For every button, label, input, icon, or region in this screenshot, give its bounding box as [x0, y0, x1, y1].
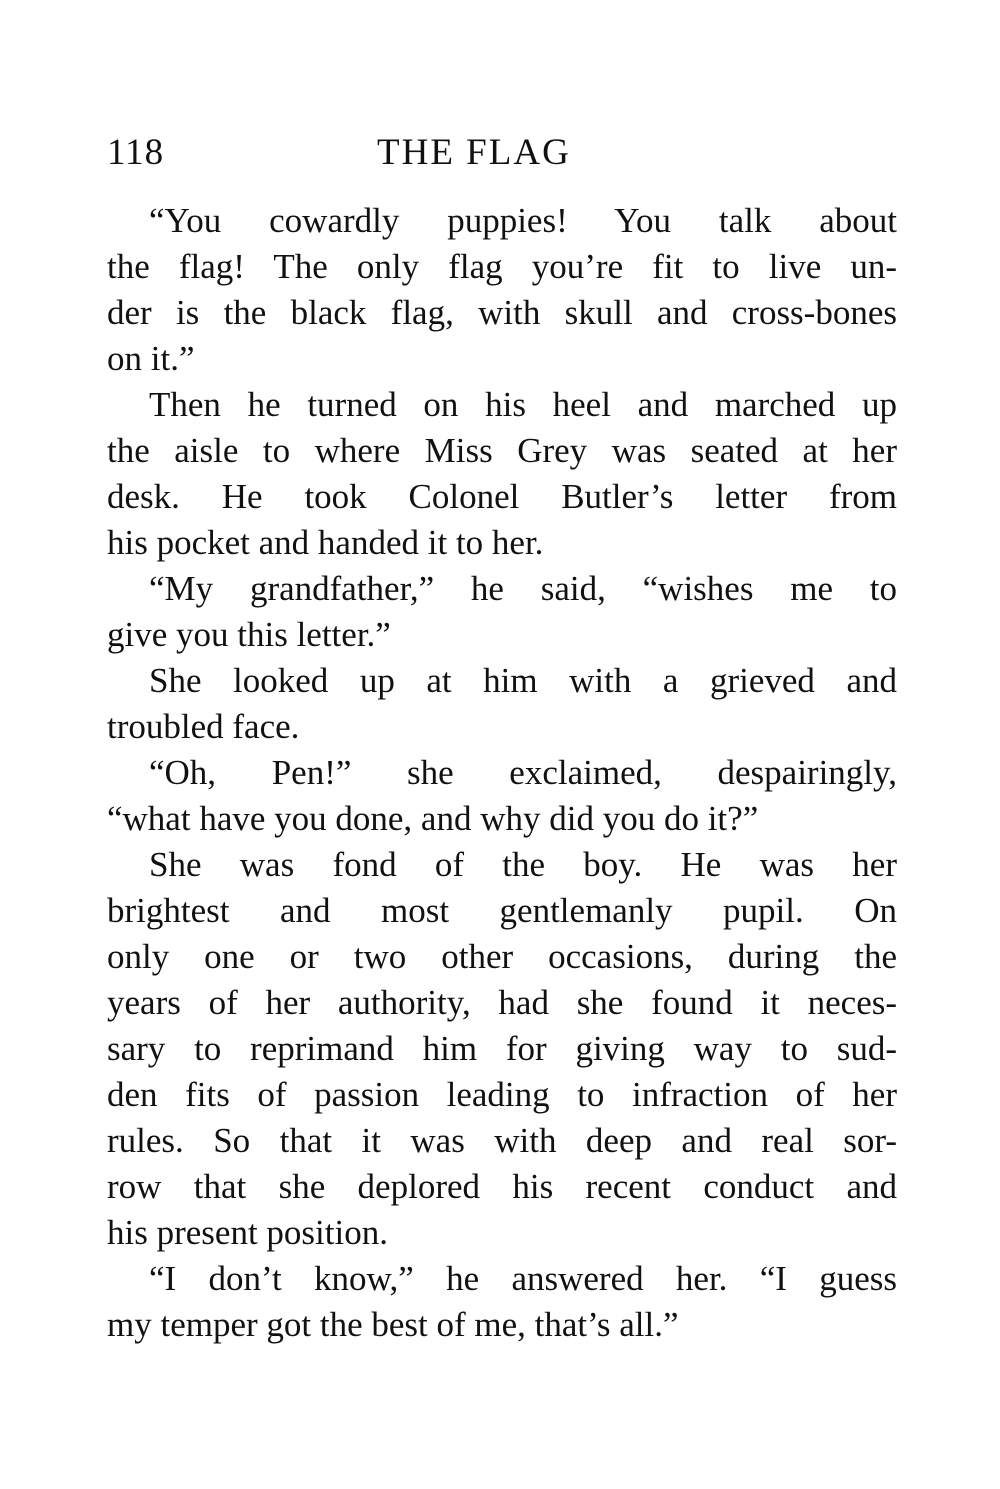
text-line: the flag! The only flag you’re fit to live un- — [107, 247, 897, 286]
text-line: rules. So that it was with deep and real sor- — [107, 1121, 897, 1160]
text-line: only one or two other occasions, during the — [107, 937, 897, 976]
text-line: der is the black flag, with skull and cross-bones — [107, 293, 897, 332]
text-line: the aisle to where Miss Grey was seated at her — [107, 431, 897, 470]
text-line: Then he turned on his heel and marched up — [149, 385, 897, 424]
text-line: give you this letter.” — [107, 615, 391, 654]
text-line: his pocket and handed it to her. — [107, 523, 544, 562]
text-line: She was fond of the boy. He was her — [149, 845, 897, 884]
text-line: “You cowardly puppies! You talk about — [149, 201, 897, 240]
running-title: THE FLAG — [377, 132, 571, 173]
text-line: on it.” — [107, 339, 195, 378]
text-line: his present position. — [107, 1213, 388, 1252]
text-line: desk. He took Colonel Butler’s letter from — [107, 477, 897, 516]
body-text — [107, 198, 897, 1348]
text-line: “I don’t know,” he answered her. “I guess — [149, 1259, 897, 1298]
text-line: years of her authority, had she found it neces- — [107, 983, 897, 1022]
text-line: den fits of passion leading to infraction of her — [107, 1075, 897, 1114]
text-line: She looked up at him with a grieved and — [149, 661, 897, 700]
text-line: “what have you done, and why did you do it?” — [107, 799, 759, 838]
text-line: “My grandfather,” he said, “wishes me to — [149, 569, 897, 608]
page-number: 118 — [107, 132, 165, 173]
text-line: troubled face. — [107, 707, 300, 746]
text-line: sary to reprimand him for giving way to sud- — [107, 1029, 897, 1068]
running-head — [107, 128, 897, 178]
text-line: brightest and most gentlemanly pupil. On — [107, 891, 897, 930]
text-line: row that she deplored his recent conduct and — [107, 1167, 897, 1206]
text-line: my temper got the best of me, that’s all.” — [107, 1305, 679, 1344]
text-line: “Oh, Pen!” she exclaimed, despairingly, — [149, 753, 897, 792]
